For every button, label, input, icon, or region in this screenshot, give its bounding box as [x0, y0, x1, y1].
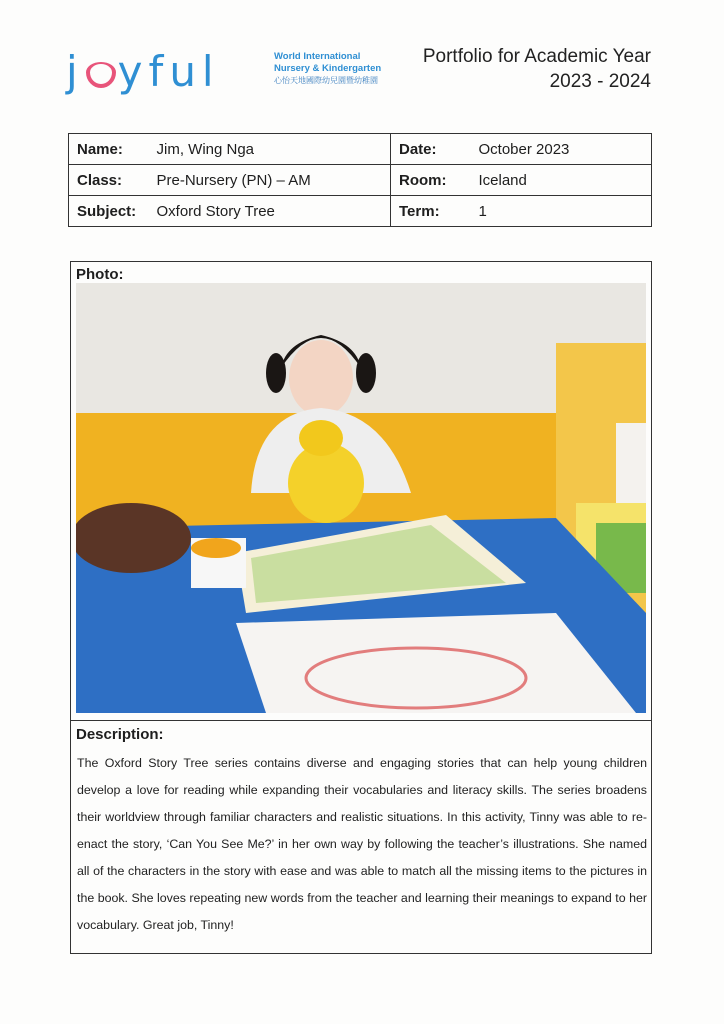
term-label: Term: [391, 196, 471, 227]
school-logo [66, 44, 396, 104]
table-row [69, 196, 652, 227]
student-info-table [68, 133, 652, 227]
child-face [289, 340, 353, 416]
name-label: Name: [69, 134, 149, 165]
academic-year: 2023 - 2024 [549, 71, 651, 92]
class-value: Pre-Nursery (PN) – AM [149, 165, 391, 196]
portfolio-heading [423, 44, 651, 94]
activity-photo [76, 283, 646, 713]
date-label: Date: [391, 134, 471, 165]
table-row [69, 134, 652, 165]
date-value: October 2023 [471, 134, 652, 165]
pigtail-right [356, 353, 376, 393]
class-label: Class: [69, 165, 149, 196]
logo-letters: yful [117, 47, 220, 96]
portfolio-title: Portfolio for Academic Year [422, 46, 651, 67]
smile-icon [86, 62, 116, 88]
yellow-bear-head [299, 420, 343, 456]
description-label: Description: [76, 726, 164, 743]
room-value: Iceland [471, 165, 652, 196]
room-label: Room: [391, 165, 471, 196]
pigtail-left [266, 353, 286, 393]
logo-english-name: World International Nursery & Kindergarten [274, 51, 382, 74]
logo-chinese-name: 心怡天地國際幼兒園暨幼稚園 [274, 76, 378, 85]
photo-section [70, 261, 652, 721]
subject-value: Oxford Story Tree [149, 196, 391, 227]
shelf-book [616, 423, 646, 503]
description-text: The Oxford Story Tree series contains diverse and engaging stories that can help young children develop a love for reading while expanding their vocabularies and literacy skills. The series broadens their worldview through familiar characters and realistic situations. In this activity, Tinny was able to re-enact the story, ‘Can You See Me?’ in her own way by following the teacher’s illustrations. She named all of the characters in the story with ease and was able to match all the missing items to the pictures in the book. She loves repeating new words from the teacher and learning their meanings to expand to her vocabulary. Great job, Tinny! [77, 756, 647, 932]
photo-label: Photo: [76, 266, 124, 283]
logo-letter-j: j [66, 47, 84, 96]
brown-bear-toy [76, 503, 191, 573]
name-value: Jim, Wing Nga [149, 134, 391, 165]
table-row [69, 165, 652, 196]
yellow-toy [191, 538, 241, 558]
description-section [70, 720, 652, 954]
subject-label: Subject: [69, 196, 149, 227]
logo-subtitle [274, 51, 394, 87]
logo-wordmark [66, 44, 220, 100]
term-value: 1 [471, 196, 652, 227]
